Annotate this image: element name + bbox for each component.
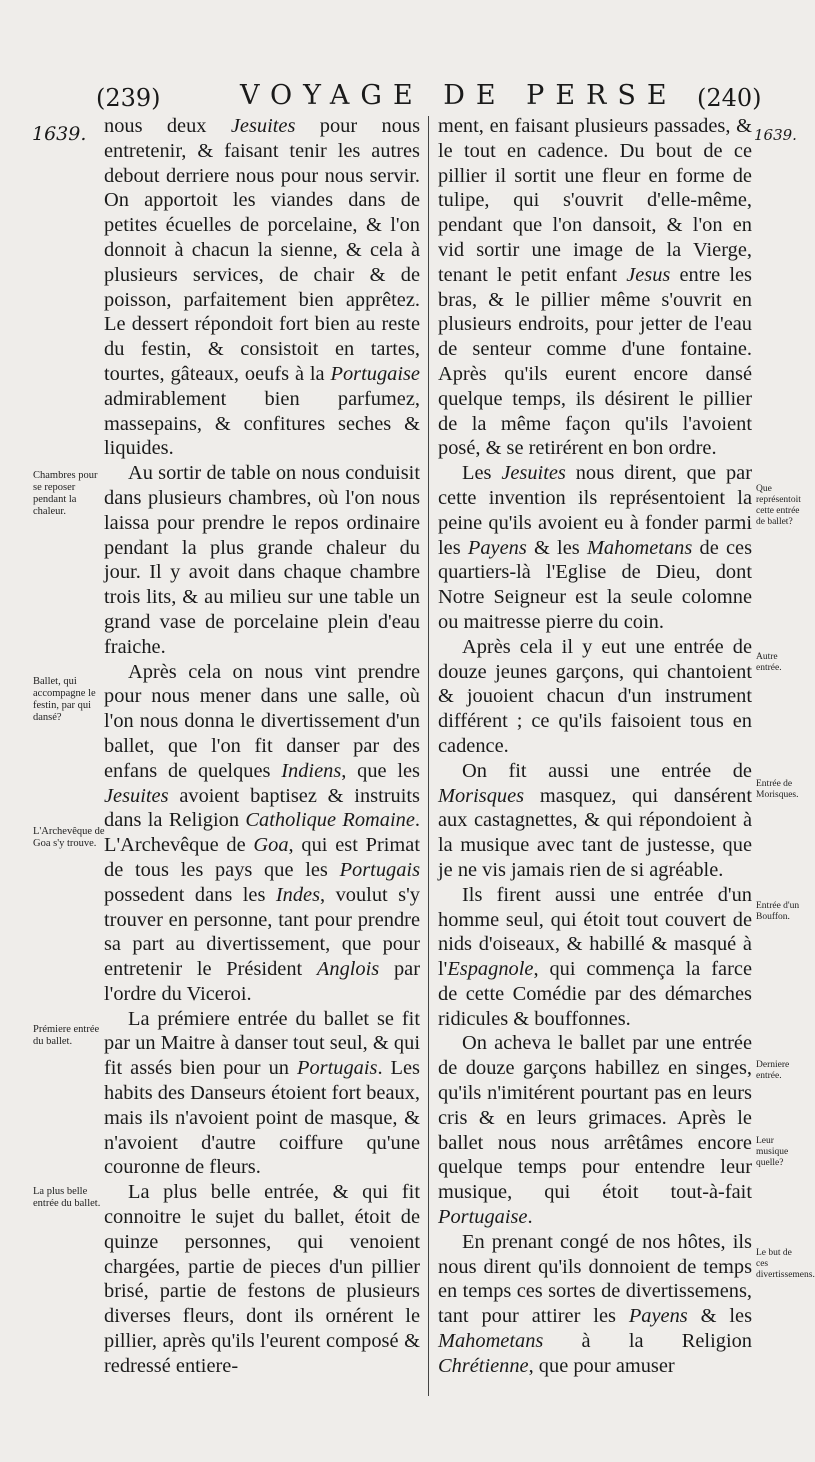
italic-term: Payens (467, 536, 527, 559)
running-title: VOYAGE DE PERSE (240, 80, 678, 111)
italic-term: Espagnole (447, 958, 534, 981)
margin-note-chambres: Chambres pour se reposer pendant la chaleur. (33, 470, 98, 517)
paragraph: En prenant congé de nos hôtes, ils nous dirent qu'ils donnoient de temps en temps ces sortes de divertissemens, tant pour attirer les Payens & les Mahometans à la Religion Chrétienne, que pour amuser (438, 1230, 752, 1377)
italic-term: Jesus (626, 263, 671, 286)
paragraph: La plus belle entrée, & qui fit connoitre le sujet du ballet, étoit de quinze personnes, qui venoient chargées, partie de pieces d'un pillier brisé, partie de festons de plusieurs diverses fleurs, dont ils ornérent le pillier, après qu'ils l'eurent composé & redressé entiere- (104, 1181, 420, 1377)
italic-term: Portugaise (438, 1206, 528, 1229)
italic-term: Catholique Romaine (245, 809, 415, 832)
paragraph: La prémiere entrée du ballet se fit par un Maitre à danser tout seul, & qui fit assés bien pour un Portugais. Les habits des Danseurs étoient fort beaux, mais ils n'avoient point de masque, & n'avoient d'autre coiffure qu'une couronne de fleurs. (104, 1007, 420, 1179)
margin-note-que-representoit: Que représentoit cette entrée de ballet? (756, 484, 801, 527)
italic-term: Indiens (281, 759, 342, 782)
paragraph: On acheva le ballet par une entrée de douze garçons habillez en singes, qu'ils n'imitérent pourtant pas en leurs cris & en leurs grimaces. Après le ballet nous nous arrêtâmes encore quelque temps pour entendre leur musique, qui étoit tout-à-fait Portugaise. (438, 1032, 752, 1229)
year-left: 1639. (32, 123, 87, 145)
margin-note-bouffon: Entrée d'un Bouffon. (756, 901, 800, 922)
italic-term: Mahometans (438, 1330, 544, 1353)
left-page-number: (239) (96, 84, 161, 112)
column-divider (428, 116, 429, 1396)
left-column (104, 114, 420, 1379)
italic-term: Portugais (297, 1057, 378, 1080)
right-page-number: (240) (697, 84, 762, 112)
italic-term: Jesuites (230, 115, 296, 137)
margin-note-autre-entree: Autre entrée. (756, 652, 782, 673)
italic-term: Goa (253, 834, 289, 857)
margin-note-ballet: Ballet, qui accompagne le festin, par qui dansé? (33, 676, 96, 723)
italic-term: Chrétienne (438, 1354, 529, 1377)
margin-note-le-but: Le but de ces divertissemens. (756, 1248, 815, 1280)
italic-term: Mahometans (586, 536, 693, 559)
margin-note-derniere-entree: Derniere entrée. (756, 1060, 790, 1081)
paragraph: nous deux Jesuites pour nous entretenir, & faisant tenir les autres debout derriere nous pour nous servir. On apportoit les viandes dans de petites écuelles de porcelaine, & l'on donnoit à chacun la sienne, & cela à plusieurs services, de chair & de poisson, parfaitement bien apprêtez. Le dessert répondoit fort bien au reste du festin, & consistoit en tartes, tourtes, gâteaux, oeufs à la Portugaise admirablement bien parfumez, massepains, & confitures seches & liquides. (104, 115, 421, 460)
italic-term: Morisques (438, 784, 525, 807)
right-column (438, 114, 752, 1379)
italic-term: Portugaise (330, 362, 420, 385)
italic-term: Indes (275, 883, 321, 906)
year-right: 1639. (754, 126, 797, 144)
paragraph: ment, en faisant plusieurs passades, & le tout en cadence. Du bout de ce pillier il sortit une fleur en forme de tulipe, qui s'ouvrit d'elle-même, pendant que l'on dansoit, & l'on en vid sortir une image de la Vierge, tenant le petit enfant Jesus entre les bras, & le pillier même s'ouvrit en plusieurs endroits, pour jetter de l'eau de senteur comme d'une fontaine. Après qu'ils eurent encore dansé quelque temps, ils désirent le pillier de la même façon qu'ils l'avoient posé, & se retirérent en bon ordre. (438, 115, 752, 460)
paragraph: Ils firent aussi une entrée d'un homme seul, qui étoit tout couvert de nids d'oiseaux, & habillé & masqué à l'Espagnole, qui commença la farce de cette Comédie par des démarches ridicules & bouffonnes. (438, 883, 752, 1030)
paragraph: Après cela on nous vint prendre pour nous mener dans une salle, où l'on nous donna le divertissement d'un ballet, que l'on fit danser par des enfans de quelques Indiens, que les Jesuites avoient baptisez & instruits dans la Religion Catholique Romaine. L'Archevêque de Goa, qui est Primat de tous les pays que les Portugais possedent dans les Indes, voulut s'y trouver en personne, tant pour prendre sa part au divertissement, que pour entretenir le Président Anglois par l'ordre du Viceroi. (104, 660, 421, 1005)
italic-term: Jesuites (104, 784, 169, 807)
paragraph: Après cela il y eut une entrée de douze jeunes garçons, qui chantoient & jouoient chacun d'un instrument différent ; ce qu'ils faisoient tous en cadence. (438, 635, 752, 757)
italic-term: Anglois (316, 958, 380, 981)
margin-note-morisques: Entrée de Morisques. (756, 779, 799, 800)
italic-term: Jesuites (501, 462, 566, 485)
paragraph: Les Jesuites nous dirent, que par cette invention ils représentoient la peine qu'ils avoient eu à fonder parmi les Payens & les Mahometans de ces quartiers-là l'Eglise de Dieu, dont Notre Seigneur est la seule colomne ou maitresse pierre du coin. (438, 462, 752, 633)
margin-note-archeveque: L'Archevêque de Goa s'y trouve. (33, 826, 105, 849)
paragraph: On fit aussi une entrée de Morisques masquez, qui dansérent aux castagnettes, & qui répondoient à la musique avec tant de justesse, que je ne vis jamais rien de si agréable. (438, 759, 752, 881)
margin-note-plus-belle-entree: La plus belle entrée du ballet. (33, 1186, 101, 1209)
margin-note-premiere-entree: Prémiere entrée du ballet. (33, 1024, 100, 1047)
page-header (0, 80, 800, 114)
italic-term: Payens (628, 1305, 688, 1328)
paragraph: Au sortir de table on nous conduisit dans plusieurs chambres, où l'on nous laissa pour prendre le repos ordinaire pendant la plus grande chaleur du jour. Il y avoit dans chaque chambre trois lits, & au milieu sur une table un grand vase de porcelaine plein d'eau fraiche. (104, 462, 420, 658)
italic-term: Portugais (339, 858, 420, 881)
margin-note-leur-musique: Leur musique quelle? (756, 1136, 789, 1168)
